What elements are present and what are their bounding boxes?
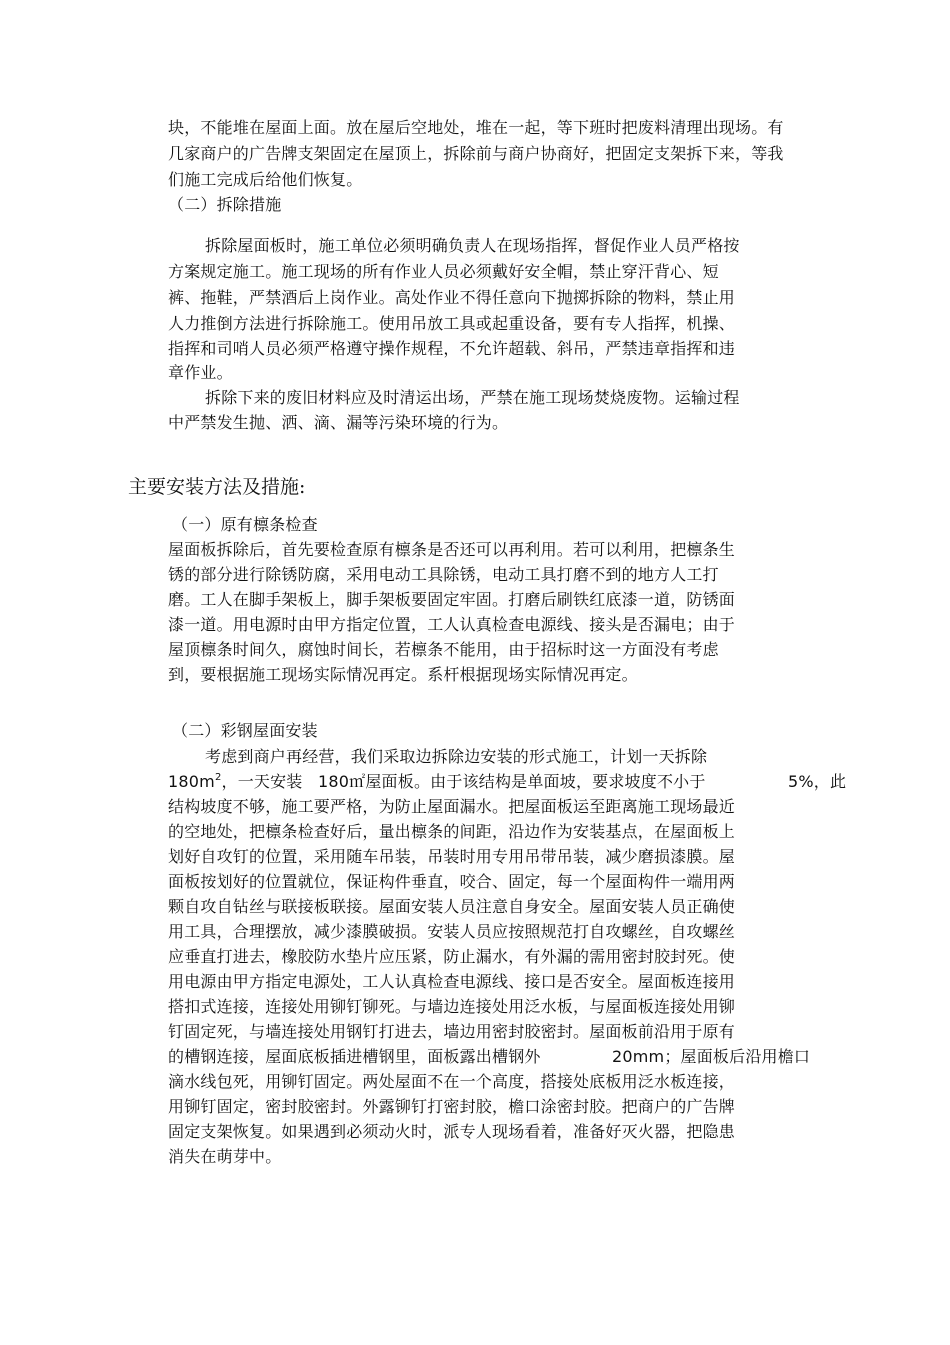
paragraph-line: 应垂直打进去，橡胶防水垫片应压紧，防止漏水，有外漏的需用密封胶封死。使 (168, 947, 736, 966)
paragraph-line: 方案规定施工。施工现场的所有作业人员必须戴好安全帽，禁止穿汗背心、短 (168, 262, 719, 281)
paragraph-line: 固定支架恢复。如果遇到必须动火时，派专人现场看着，准备好灭火器，把隐患 (168, 1122, 736, 1141)
section-title: （一）原有檩条检查 (172, 515, 318, 534)
paragraph-line: 的空地处，把檩条检查好后，量出檩条的间距，沿边作为安装基点，在屋面板上 (168, 822, 736, 841)
paragraph-line: 拆除下来的废旧材料应及时清运出场，严禁在施工现场焚烧废物。运输过程 (205, 388, 740, 407)
area-value: 180m (168, 772, 215, 791)
paragraph-line: 磨。工人在脚手架板上，脚手架板要固定牢固。打磨后刷铁红底漆一道，防锈面 (168, 590, 736, 609)
text-segment: 20mm；屋面板后沿用檐口 (612, 1047, 811, 1066)
superscript: 2 (214, 772, 222, 783)
paragraph-line: 中严禁发生抛、洒、滴、漏等污染环境的行为。 (168, 413, 509, 432)
paragraph-line: 指挥和司哨人员必须严格遵守操作规程，不允许超载、斜吊，严禁违章指挥和违 (168, 339, 736, 358)
paragraph-line: 屋面板拆除后，首先要检查原有檩条是否还可以再利用。若可以利用，把檩条生 (168, 540, 736, 559)
paragraph-line: 漆一道。用电源时由甲方指定位置，工人认真检查电源线、接头是否漏电；由于 (168, 615, 736, 634)
section-title: （二）拆除措施 (168, 195, 282, 214)
paragraph-line: 滴水线包死，用铆钉固定。两处屋面不在一个高度，搭接处底板用泛水板连接， (168, 1072, 736, 1091)
paragraph-line-area (168, 771, 303, 796)
paragraph-line: 考虑到商户再经营，我们采取边拆除边安装的形式施工，计划一天拆除 (205, 747, 708, 766)
paragraph-line: 屋顶檩条时间久，腐蚀时间长，若檩条不能用，由于招标时这一方面没有考虑 (168, 640, 719, 659)
paragraph-line: 们施工完成后给他们恢复。 (168, 170, 363, 189)
paragraph-line: 到，要根据施工现场实际情况再定。系杆根据现场实际情况再定。 (168, 665, 638, 684)
paragraph-line: 用工具，合理摆放，减少漆膜破损。安装人员应按照规范打自攻螺丝，自攻螺丝 (168, 922, 736, 941)
paragraph-line: 消失在萌芽中。 (168, 1147, 282, 1166)
paragraph-line: 人力推倒方法进行拆除施工。使用吊放工具或起重设备，要有专人指挥，机操、 (168, 314, 736, 333)
text-segment: 5%，此 (788, 772, 847, 791)
paragraph-line: 划好自攻钉的位置，采用随车吊装，吊装时用专用吊带吊装，减少磨损漆膜。屋 (168, 847, 736, 866)
paragraph-line: 用电源由甲方指定电源处，工人认真检查电源线、接口是否安全。屋面板连接用 (168, 972, 736, 991)
paragraph-line: 拆除屋面板时，施工单位必须明确负责人在现场指挥，督促作业人员严格按 (205, 236, 740, 255)
paragraph-line: 用铆钉固定，密封胶密封。外露铆钉打密封胶，檐口涂密封胶。把商户的广告牌 (168, 1097, 736, 1116)
paragraph-line: 章作业。 (168, 363, 233, 382)
paragraph-line: 的槽钢连接，屋面底板插进槽钢里，面板露出槽钢外 (168, 1047, 541, 1066)
paragraph-line: 面板按划好的位置就位，保证构件垂直，咬合、固定，每一个屋面构件一端用两 (168, 872, 736, 891)
paragraph-line: 裤、拖鞋，严禁酒后上岗作业。高处作业不得任意向下抛掷拆除的物料，禁止用 (168, 288, 736, 307)
section-title: （二）彩钢屋面安装 (172, 721, 318, 740)
paragraph-line: 锈的部分进行除锈防腐，采用电动工具除锈，电动工具打磨不到的地方人工打 (168, 565, 719, 584)
text-segment: 180㎡屋面板。由于该结构是单面坡，要求坡度不小于 (318, 772, 706, 791)
paragraph-line: 颗自攻自钻丝与联接板联接。屋面安装人员注意自身安全。屋面安装人员正确使 (168, 897, 736, 916)
paragraph-line: 块，不能堆在屋面上面。放在屋后空地处，堆在一起，等下班时把废料清理出现场。有 (168, 118, 784, 137)
paragraph-line: 钉固定死，与墙连接处用钢钉打进去，墙边用密封胶密封。屋面板前沿用于原有 (168, 1022, 736, 1041)
text-segment: ，一天安装 (221, 772, 303, 791)
paragraph-line: 搭扣式连接，连接处用铆钉铆死。与墙边连接处用泛水板，与屋面板连接处用铆 (168, 997, 736, 1016)
paragraph-line: 结构坡度不够，施工要严格，为防止屋面漏水。把屋面板运至距离施工现场最近 (168, 797, 736, 816)
paragraph-line: 几家商户的广告牌支架固定在屋顶上，拆除前与商户协商好，把固定支架拆下来，等我 (168, 144, 784, 163)
main-heading: 主要安装方法及措施: (128, 476, 306, 498)
